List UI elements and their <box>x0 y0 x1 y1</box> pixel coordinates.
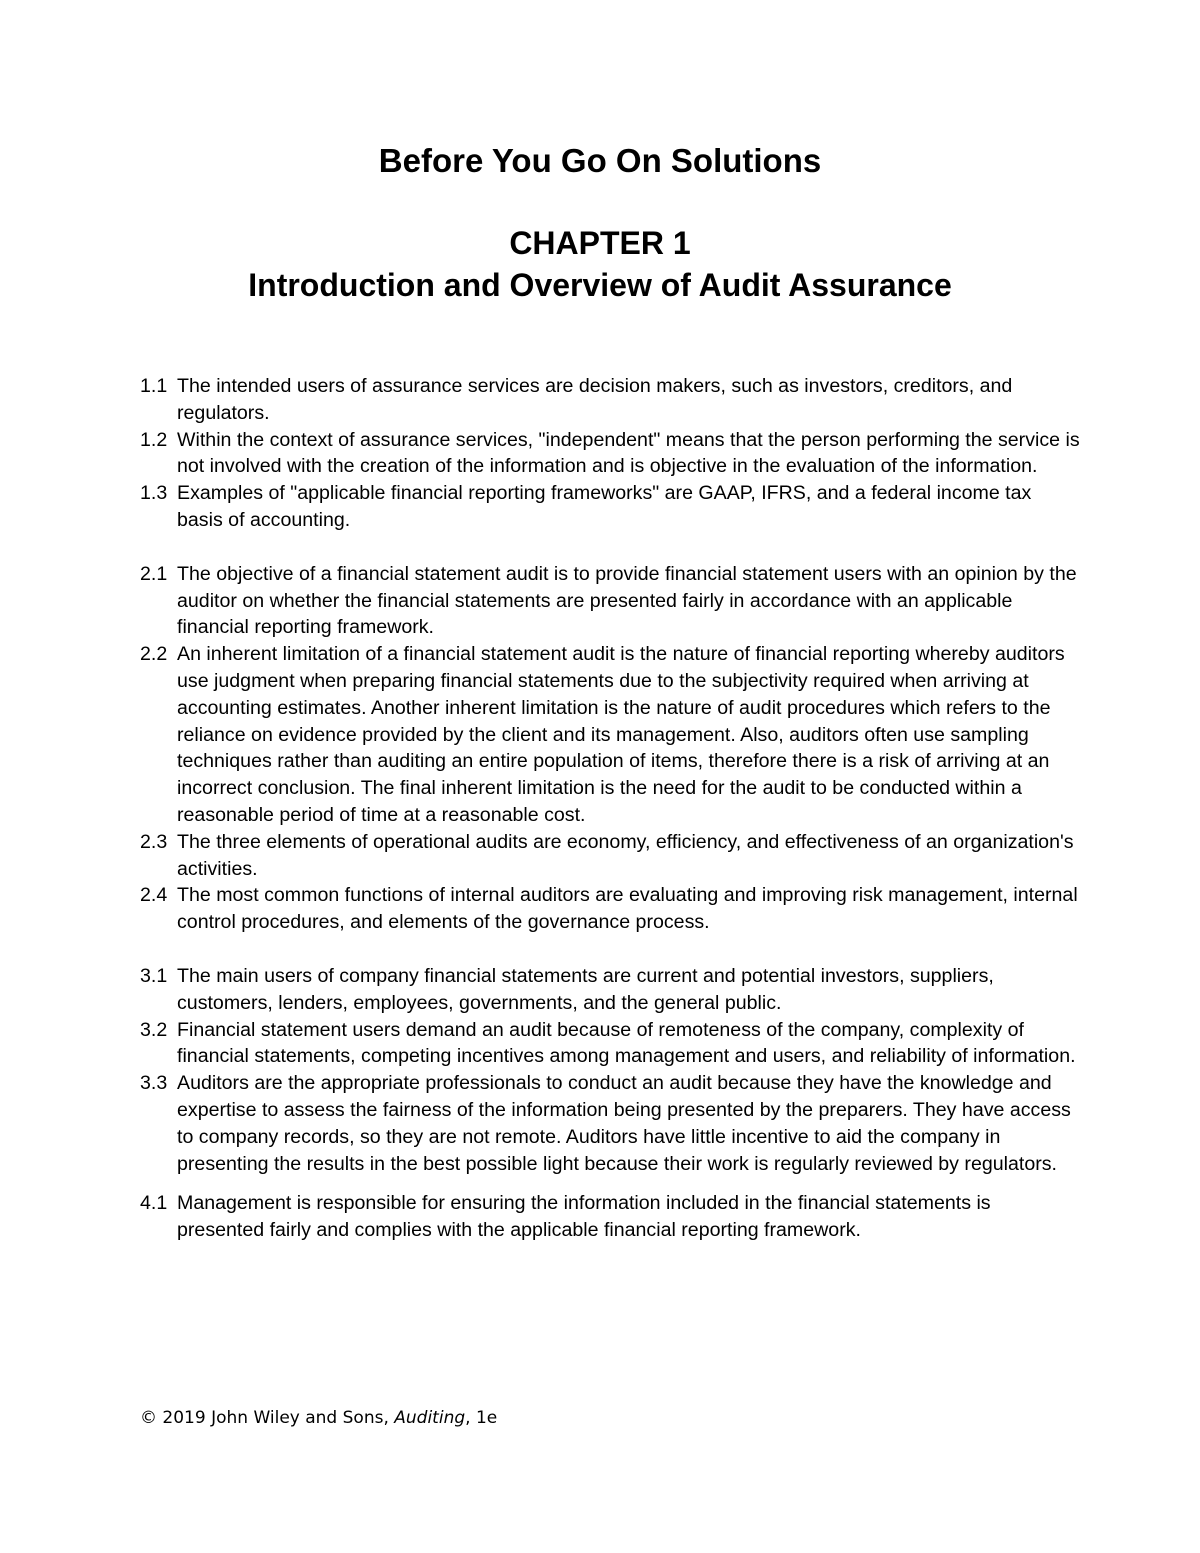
item-number: 3.2 <box>140 1018 168 1041</box>
item-text: The three elements of operational audits are economy, efficiency, and effectiveness of an organization's activities. <box>177 830 1074 880</box>
item-text: Within the context of assurance services, "independent" means that the person performing the service is not involved with the creation of the information and is objective in the evaluation of the information. <box>177 428 1080 478</box>
item-number: 1.3 <box>140 482 168 505</box>
footer-prefix: © 2019 John Wiley and Sons, <box>140 1408 395 1428</box>
item-text: The intended users of assurance services are decision makers, such as investors, creditors, and regulators. <box>177 375 1013 424</box>
solution-item-1-1 <box>140 373 1080 427</box>
item-text: Financial statement users demand an audit because of remoteness of the company, complexity of financial statements, competing incentives among management and users, and reliability of information. <box>177 1018 1076 1068</box>
item-number: 2.2 <box>140 643 168 666</box>
solution-item-3-2 <box>140 1017 1080 1071</box>
item-text: An inherent limitation of a financial statement audit is the nature of financial reporting whereby auditors use judgment when preparing financial statements due to the subjectivity required when arriving at accounting estimates. Another inherent limitation is the nature of audit procedures which refers to the reliance on evidence provided by the client and its management. Also, auditors often use sampling techniques rather than auditing an entire population of items, therefore there is a risk of arriving at an incorrect conclusion. The final inherent limitation is the need for the audit to be conducted within a reasonable period of time at a reasonable cost. <box>177 643 1065 826</box>
chapter-title: Introduction and Overview of Audit Assurance <box>248 267 952 303</box>
solution-item-2-3 <box>140 829 1080 883</box>
solution-item-4-1 <box>140 1190 1080 1244</box>
item-number: 3.1 <box>140 964 168 987</box>
footer-book-title: Auditing <box>394 1408 466 1428</box>
solution-item-3-3 <box>140 1070 1080 1177</box>
chapter-number: CHAPTER 1 <box>509 225 691 261</box>
item-text: The objective of a financial statement audit is to provide financial statement users with an opinion by the auditor on whether the financial statements are presented fairly in accordance with an applicable financial reporting framework. <box>177 562 1077 639</box>
solution-item-2-2 <box>140 641 1080 829</box>
item-text: Auditors are the appropriate professionals to conduct an audit because they have the knowledge and expertise to assess the fairness of the information being presented by the preparers. They have access to company records, so they are not remote. Auditors have little incentive to aid the company in presenting the results in the best possible light because their work is regularly reviewed by regulators. <box>177 1072 1071 1175</box>
solution-item-3-1 <box>140 963 1080 1017</box>
solution-item-1-2 <box>140 427 1080 481</box>
item-number: 2.1 <box>140 562 168 585</box>
solution-item-2-4 <box>140 882 1080 936</box>
solution-item-1-3 <box>140 480 1080 534</box>
footer-suffix: , 1e <box>465 1408 498 1428</box>
document-title: Before You Go On Solutions <box>378 142 822 179</box>
solution-item-2-1 <box>140 561 1080 641</box>
copyright-footer <box>140 1406 497 1430</box>
item-number: 4.1 <box>140 1192 168 1215</box>
item-number: 1.2 <box>140 428 168 451</box>
item-number: 2.4 <box>140 884 168 907</box>
item-text: The most common functions of internal auditors are evaluating and improving risk management, internal control procedures, and elements of the governance process. <box>177 884 1078 934</box>
item-text: The main users of company financial statements are current and potential investors, suppliers, customers, lenders, employees, governments, and the general public. <box>177 964 994 1014</box>
item-number: 2.3 <box>140 830 168 853</box>
item-text: Examples of "applicable financial reporting frameworks" are GAAP, IFRS, and a federal income tax basis of accounting. <box>177 482 1032 531</box>
item-number: 1.1 <box>140 375 168 397</box>
item-text: Management is responsible for ensuring the information included in the financial statements is presented fairly and complies with the applicable financial reporting framework. <box>177 1192 991 1242</box>
item-number: 3.3 <box>140 1072 168 1095</box>
solutions-list <box>140 373 1080 1244</box>
